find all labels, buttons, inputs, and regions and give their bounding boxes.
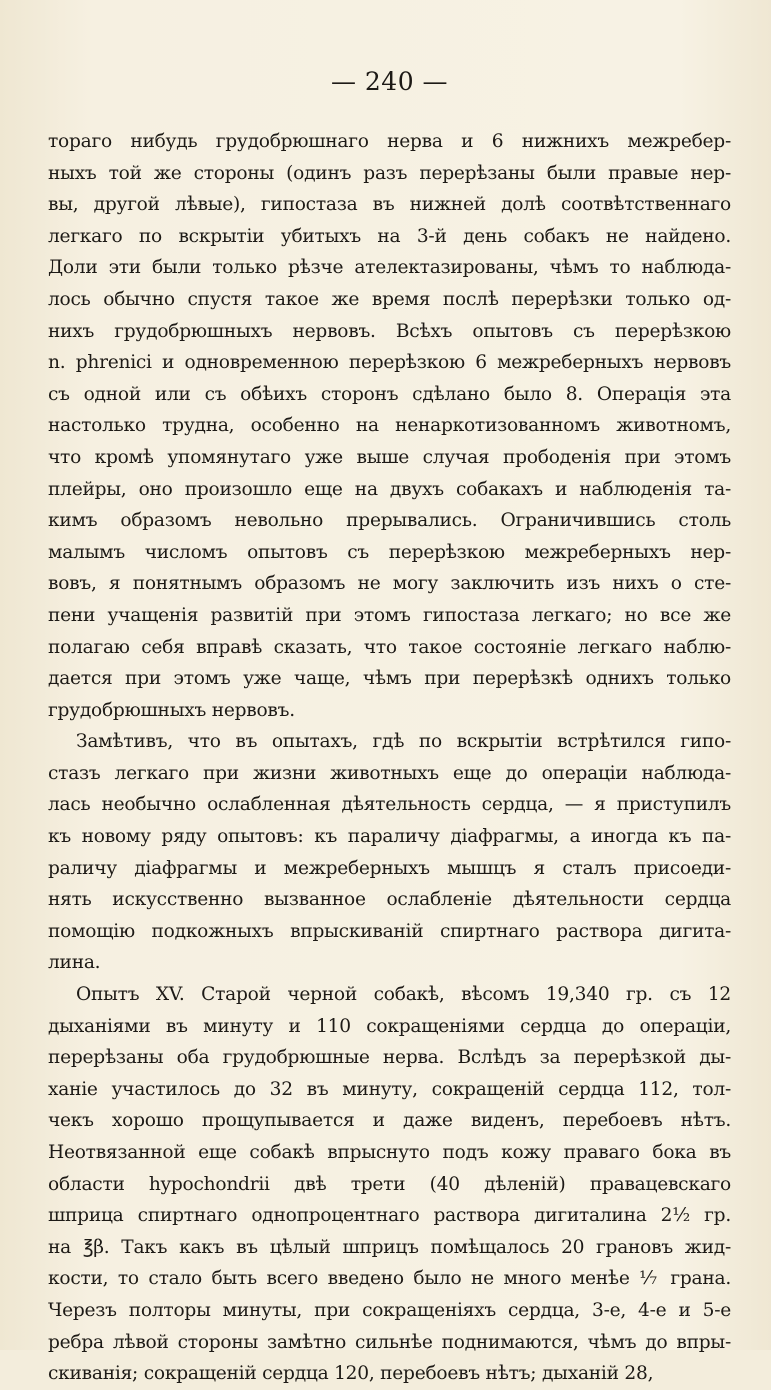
text-line: n. phrenici и одновременною перерѣзкою 6 межреберныхъ нервовъ (48, 352, 731, 374)
text-line: полагаю себя вправѣ сказать, что такое состояніе легкаго наблю- (48, 636, 731, 658)
text-line: тораго нибудь грудобрюшнаго нерва и 6 нижнихъ межребер- (48, 131, 731, 152)
text-line: дается при этомъ уже чаще, чѣмъ при перерѣзкѣ однихъ только (48, 668, 731, 690)
text-line: легкаго по вскрытіи убитыхъ на 3-й день собакъ не найдено. (48, 225, 731, 247)
body-text (48, 126, 731, 1390)
text-line: малымъ числомъ опытовъ съ перерѣзкою межреберныхъ нер- (48, 541, 731, 563)
text-line: на ℥β. Такъ какъ въ цѣлый шприцъ помѣщалось 20 грановъ жид- (48, 1236, 731, 1258)
text-line: перерѣзаны оба грудобрюшные нерва. Вслѣдъ за перерѣзкой ды- (48, 1047, 731, 1069)
paragraph (48, 726, 731, 979)
text-line: съ одной или съ обѣихъ сторонъ сдѣлано было 8. Операція эта (48, 383, 731, 405)
text-line: вовъ, я понятнымъ образомъ не могу заключить изъ нихъ о сте- (48, 573, 731, 595)
text-line: ханіе участилось до 32 въ минуту, сокращеній сердца 112, тол- (48, 1078, 731, 1100)
text-line: лина. (48, 952, 101, 974)
text-line: стазъ легкаго при жизни животныхъ еще до операціи наблюда- (48, 762, 731, 784)
text-line: помощію подкожныхъ впрыскиваній спиртнаго раствора дигита- (48, 920, 731, 942)
text-line: къ новому ряду опытовъ: къ параличу діафрагмы, а иногда къ па- (48, 826, 731, 848)
text-line: ныхъ той же стороны (одинъ разъ перерѣзаны были правые нер- (48, 162, 731, 184)
text-line: чекъ хорошо прощупывается и даже виденъ, перебоевъ нѣтъ. (48, 1110, 731, 1132)
text-line: настолько трудна, особенно на ненаркотизованномъ животномъ, (48, 415, 731, 437)
text-line: нять искусственно вызванное ослабленіе дѣятельности сердца (48, 889, 731, 911)
text-line: что кромѣ упомянутаго уже выше случая прободенія при этомъ (48, 446, 731, 468)
text-line: скиванія; сокращеній сердца 120, перебоевъ нѣтъ; дыханій 28, (48, 1363, 654, 1385)
text-line: Опытъ XV. Старой черной собакѣ, вѣсомъ 19,340 гр. съ 12 (76, 984, 731, 1006)
text-line: области hypochondrii двѣ трети (40 дѣленій) правацевскаго (48, 1173, 731, 1195)
text-line: шприца спиртнаго однопроцентнаго раствора дигиталина 2½ гр. (48, 1205, 731, 1227)
text-line: раличу діафрагмы и межреберныхъ мышцъ я сталъ присоеди- (48, 857, 731, 879)
text-line: Черезъ полторы минуты, при сокращеніяхъ сердца, 3-е, 4-е и 5-е (48, 1299, 731, 1321)
text-line: дыханіями въ минуту и 110 сокращеніями сердца до операціи, (48, 1015, 731, 1037)
text-line: пени учащенія развитій при этомъ гипостаза легкаго; но все же (48, 604, 731, 626)
text-line: лась необычно ослабленная дѣятельность сердца, — я приступилъ (48, 794, 731, 816)
text-line: ребра лѣвой стороны замѣтно сильнѣе поднимаются, чѣмъ до впры- (48, 1331, 731, 1353)
paragraph (48, 979, 731, 1390)
paragraph (48, 126, 731, 726)
text-line: Доли эти были только рѣзче ателектазированы, чѣмъ то наблюда- (48, 257, 731, 279)
text-line: нихъ грудобрюшныхъ нервовъ. Всѣхъ опытовъ съ перерѣзкою (48, 320, 731, 342)
text-line: плейры, оно произошло еще на двухъ собакахъ и наблюденія та- (48, 478, 731, 500)
text-line: Замѣтивъ, что въ опытахъ, гдѣ по вскрытіи встрѣтился гипо- (76, 731, 731, 753)
text-line: вы, другой лѣвые), гипостаза въ нижней долѣ соотвѣтственнаго (48, 194, 731, 216)
text-line: лось обычно спустя такое же время послѣ перерѣзки только од- (48, 288, 731, 310)
text-line: грудобрюшныхъ нервовъ. (48, 699, 295, 721)
text-line: Неотвязанной еще собакѣ впрыснуто подъ кожу праваго бока въ (48, 1142, 731, 1163)
text-line: кимъ образомъ невольно прерывались. Ограничившись столь (48, 510, 731, 532)
text-line: кости, то стало быть всего введено было не много менѣе ⅐ грана. (48, 1268, 731, 1290)
page-number: — 240 — (330, 67, 449, 96)
